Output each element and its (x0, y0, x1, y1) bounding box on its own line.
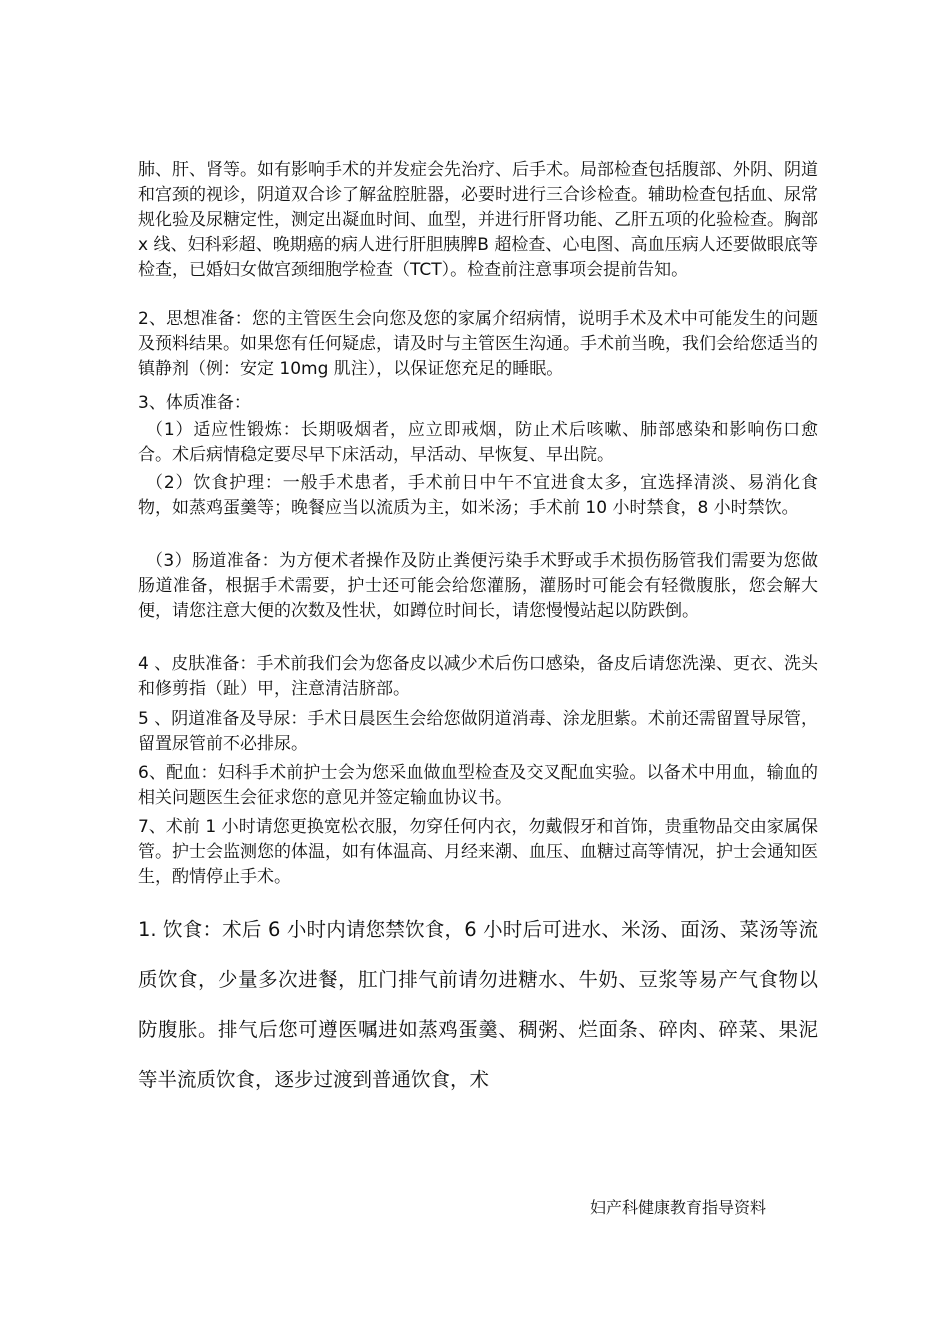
document-body (138, 158, 818, 1125)
physical-prep-heading: 3、体质准备： (138, 393, 251, 413)
bowel-prep-paragraph: （3）肠道准备：为方便术者操作及防止粪便污染手术野或手术损伤肠管我们需要为您做肠道准备，根据手术需要，护士还可能会给您灌肠，灌肠时可能会有轻微腹胀，您会解大便，请您注意大便的次数及性状，如蹲位时间长，请您慢慢站起以防跌倒。 (138, 551, 818, 621)
exam-paragraph: 肺、肝、肾等。如有影响手术的并发症会先治疗、后手术。局部检查包括腹部、外阴、阴道和宫颈的视诊，阴道双合诊了解盆腔脏器，必要时进行三合诊检查。辅助检查包括血、尿常规化验及尿糖定性，测定出凝血时间、血型，并进行肝肾功能、乙肝五项的化验检查。胸部 x 线、妇科彩超、晚期癌的病人进行肝胆胰脾B 超检查、心电图、高血压病人还要做眼底等检查，已婚妇女做宫颈细胞学检查（TCT）。检查前注意事项会提前告知。 (138, 160, 818, 280)
skin-prep-paragraph: 4 、皮肤准备：手术前我们会为您备皮以减少术后伤口感染，备皮后请您洗澡、更衣、洗头和修剪指（趾）甲，注意清洁脐部。 (138, 654, 818, 699)
mental-prep-paragraph: 2、思想准备：您的主管医生会向您及您的家属介绍病情，说明手术及术中可能发生的问题及预料结果。如果您有任何疑虑，请及时与主管医生沟通。手术前当晚，我们会给您适当的镇静剂（例：安定 10mg 肌注），以保证您充足的睡眠。 (138, 309, 818, 379)
pre-op-hour-paragraph: 7、术前 1 小时请您更换宽松衣服，勿穿任何内衣，勿戴假牙和首饰，贵重物品交由家属保管。护士会监测您的体温，如有体温高、月经来潮、血压、血糖过高等情况，护士会通知医生，酌情停止手术。 (138, 817, 818, 887)
document-footer-title: 妇产科健康教育指导资料 (590, 1198, 767, 1217)
blood-match-paragraph: 6、配血：妇科手术前护士会为您采血做血型检查及交叉配血实验。以备术中用血，输血的相关问题医生会征求您的意见并签定输血协议书。 (138, 763, 818, 808)
post-op-diet-paragraph: 1. 饮食：术后 6 小时内请您禁饮食，6 小时后可进水、米汤、面汤、菜汤等流质饮食，少量多次进餐，肛门排气前请勿进糖水、牛奶、豆浆等易产气食物以防腹胀。排气后您可遵医嘱进如蒸鸡蛋羹、稠粥、烂面条、碎肉、碎菜、果泥等半流质饮食，逐步过渡到普通饮食，术 (138, 918, 818, 1091)
adaptive-exercise-paragraph: （1）适应性锻炼：长期吸烟者，应立即戒烟，防止术后咳嗽、肺部感染和影响伤口愈合。术后病情稳定要尽早下床活动，早活动、早恢复、早出院。 (138, 420, 818, 465)
diet-care-paragraph: （2）饮食护理：一般手术患者，手术前日中午不宜进食太多，宜选择清淡、易消化食物，如蒸鸡蛋羹等；晚餐应当以流质为主，如米汤；手术前 10 小时禁食，8 小时禁饮。 (138, 473, 818, 518)
vaginal-prep-paragraph: 5 、阴道准备及导尿：手术日晨医生会给您做阴道消毒、涂龙胆紫。术前还需留置导尿管，留置尿管前不必排尿。 (138, 709, 818, 754)
